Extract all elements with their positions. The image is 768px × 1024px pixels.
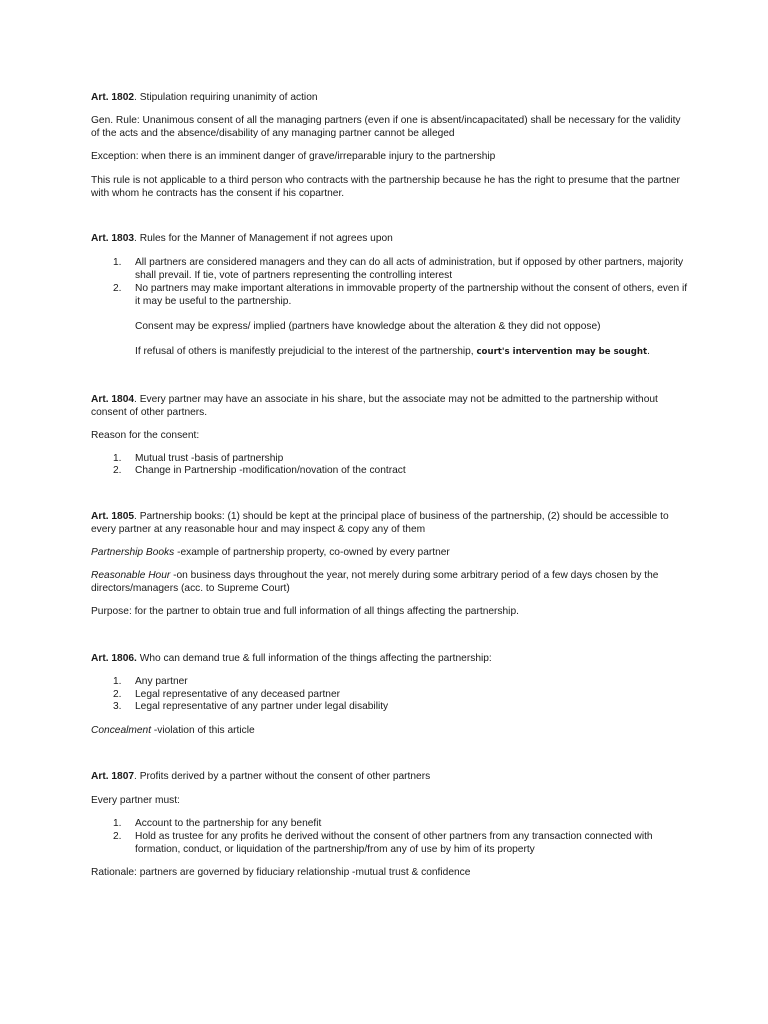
general-rule-paragraph: Gen. Rule: Unanimous consent of all the managing partners (even if one is absent/incapacitated) shall be necessary for the validity of the acts and the absence/disability of any managing partner cannot be alleged <box>91 115 681 139</box>
article-1805-heading: Art. 1805. Partnership books: (1) should be kept at the principal place of business of the partnership, (2) should be accessible to every partner at any reasonable hour and may inspect & copy any of them <box>91 511 669 535</box>
article-1802-heading: Art. 1802. Stipulation requiring unanimity of action <box>91 92 318 103</box>
article-1804-heading: Art. 1804. Every partner may have an associate in his share, but the associate may not be admitted to the partnership without consent of other partners. <box>91 394 658 418</box>
exception-paragraph: Exception: when there is an imminent danger of grave/irreparable injury to the partnership <box>91 151 496 162</box>
consent-paragraph: Consent may be express/ implied (partners have knowledge about the alteration & they did not oppose) <box>135 321 601 332</box>
rationale-paragraph: Rationale: partners are governed by fiduciary relationship -mutual trust & confidence <box>91 867 471 878</box>
article-1807-heading: Art. 1807. Profits derived by a partner without the consent of other partners <box>91 771 431 782</box>
article-1803-heading: Art. 1803. Rules for the Manner of Management if not agrees upon <box>91 233 393 244</box>
purpose-paragraph: Purpose: for the partner to obtain true and full information of all things affecting the partnership. <box>91 606 519 617</box>
refusal-paragraph: If refusal of others is manifestly prejudicial to the interest of the partnership, court's intervention may be sought. <box>135 346 650 357</box>
partnership-books-paragraph: Partnership Books -example of partnership property, co-owned by every partner <box>91 547 450 558</box>
concealment-paragraph: Concealment -violation of this article <box>91 725 255 736</box>
third-person-paragraph: This rule is not applicable to a third person who contracts with the partnership because he has the right to presume that the partner with whom he contracts has the consent if his copartner. <box>91 175 680 199</box>
reasonable-hour-paragraph: Reasonable Hour -on business days throughout the year, not merely during some arbitrary period of a few days chosen by the directors/managers (acc. to Supreme Court) <box>91 570 659 594</box>
article-1806-heading: Art. 1806. Who can demand true & full information of the things affecting the partnership: <box>91 653 492 664</box>
reason-label: Reason for the consent: <box>91 430 200 441</box>
every-partner-label: Every partner must: <box>91 795 180 806</box>
